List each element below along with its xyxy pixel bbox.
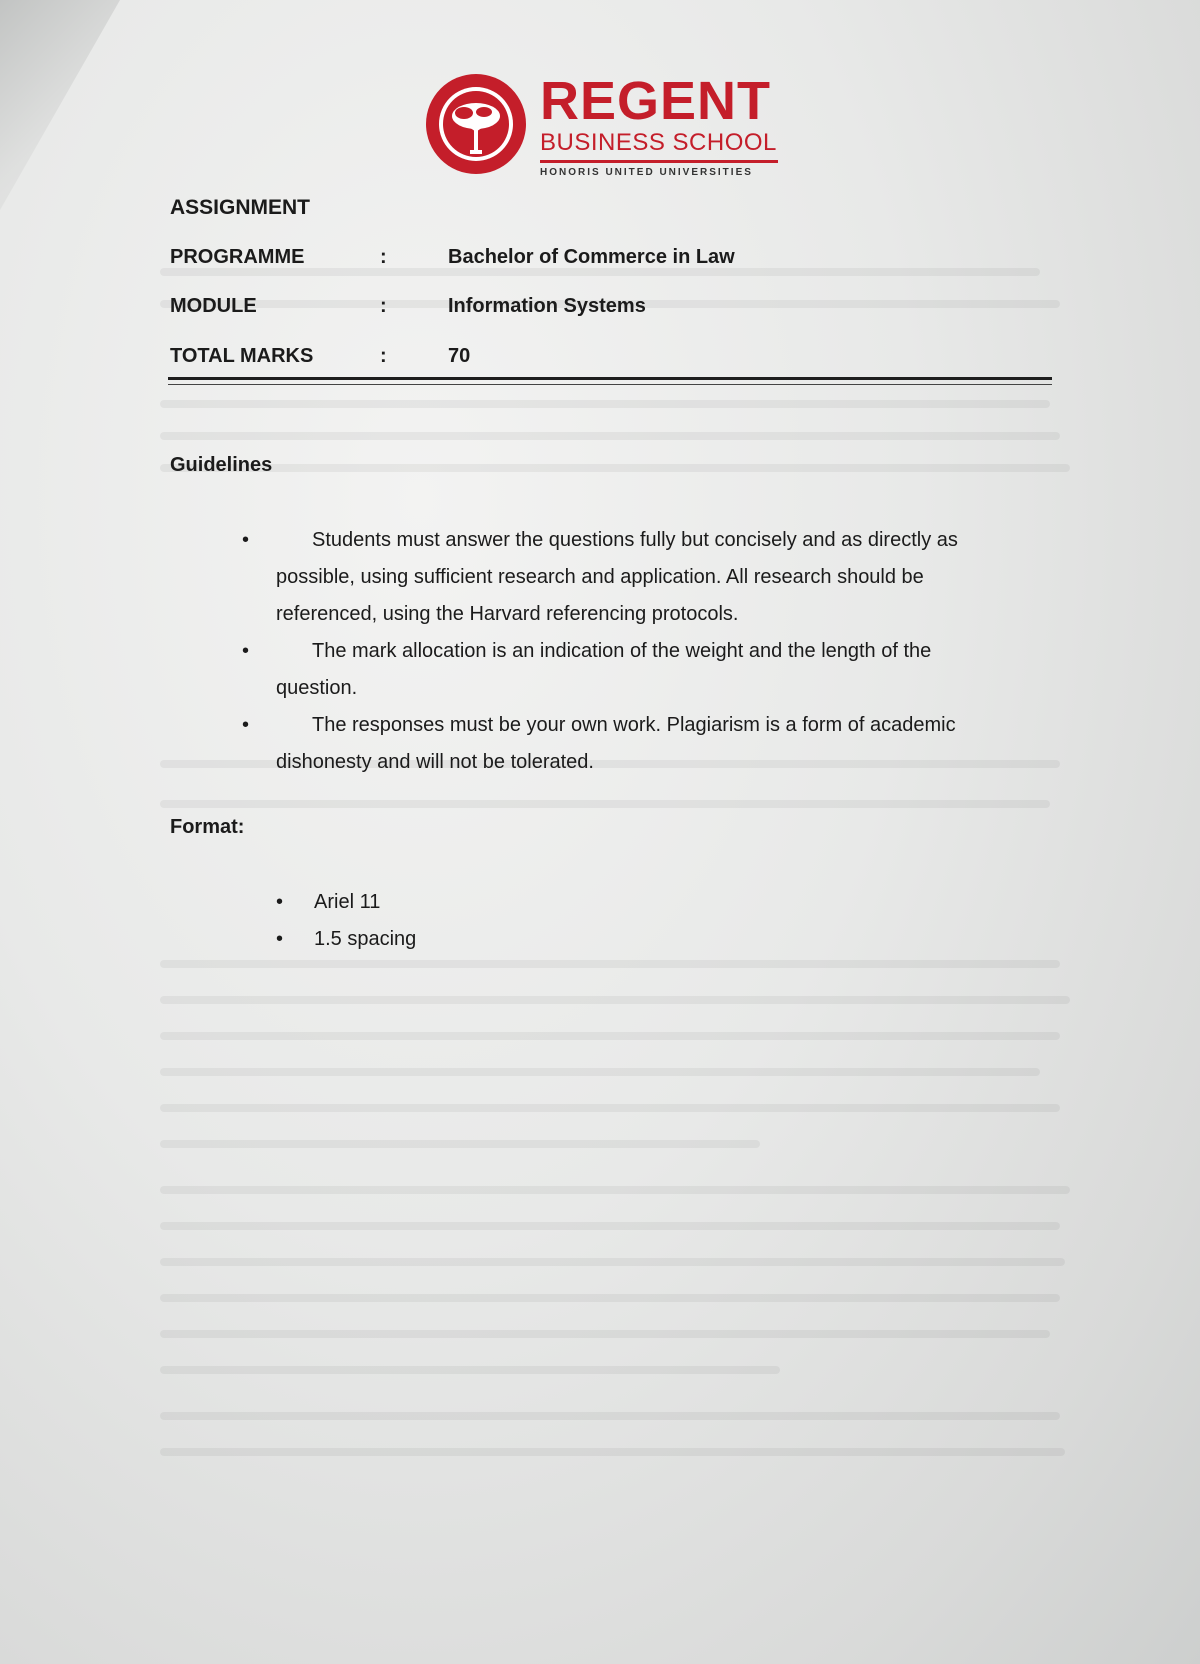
bleed-through-line xyxy=(160,464,1070,472)
info-value: 70 xyxy=(448,345,471,367)
guidelines-heading: Guidelines xyxy=(170,454,273,476)
brand-subtitle: BUSINESS SCHOOL xyxy=(540,129,777,156)
section-divider-thin xyxy=(168,384,1052,385)
bleed-through-line xyxy=(160,400,1050,408)
info-separator: : xyxy=(380,345,387,367)
info-separator: : xyxy=(380,246,387,268)
info-row-programme xyxy=(170,246,1050,276)
brand-tagline: HONORIS UNITED UNIVERSITIES xyxy=(540,167,753,178)
section-divider xyxy=(168,377,1052,380)
format-heading: Format: xyxy=(170,816,245,838)
info-row-total-marks xyxy=(170,345,1050,375)
page-fold-shadow xyxy=(0,0,120,210)
bleed-through-line xyxy=(160,1032,1060,1040)
assignment-title: ASSIGNMENT xyxy=(170,196,311,219)
bleed-through-line xyxy=(160,432,1060,440)
school-logo xyxy=(424,72,784,182)
bleed-through-line xyxy=(160,1068,1040,1076)
list-item: • 1.5 spacing xyxy=(276,928,417,950)
bleed-through-line xyxy=(160,1330,1050,1338)
bleed-through-line xyxy=(160,1222,1060,1230)
list-item: • Ariel 11 xyxy=(276,891,381,913)
bleed-through-line xyxy=(160,1448,1065,1456)
bleed-through-line xyxy=(160,1366,780,1374)
info-label: TOTAL MARKS xyxy=(170,345,314,367)
bleed-through-line xyxy=(160,996,1070,1004)
bleed-through-line xyxy=(160,800,1050,808)
tree-seal-icon xyxy=(424,72,528,176)
bleed-through-line xyxy=(160,960,1060,968)
bleed-through-line xyxy=(160,1140,760,1148)
list-item: • The mark allocation is an indication of the weight and the length of the question. xyxy=(242,640,932,699)
list-item: • The responses must be your own work. Plagiarism is a form of academic dishonesty and will not be tolerated. xyxy=(242,714,956,773)
info-label: PROGRAMME xyxy=(170,246,305,268)
list-item: • Students must answer the questions fully but concisely and as directly as possible, using sufficient research and application. All research should be referenced, using the Harvard referencing protocols. xyxy=(242,529,958,625)
info-value: Bachelor of Commerce in Law xyxy=(448,246,735,268)
bleed-through-line xyxy=(160,1258,1065,1266)
info-row-module xyxy=(170,295,1050,325)
info-separator: : xyxy=(380,295,387,317)
brand-divider xyxy=(540,160,778,163)
bleed-through-line xyxy=(160,1294,1060,1302)
guidelines-list xyxy=(242,522,1006,781)
brand-name: REGENT xyxy=(540,71,772,131)
info-label: MODULE xyxy=(170,295,257,317)
info-value: Information Systems xyxy=(448,295,646,317)
bleed-through-line xyxy=(160,1104,1060,1112)
format-list xyxy=(276,884,416,958)
bleed-through-line xyxy=(160,1412,1060,1420)
bleed-through-line xyxy=(160,1186,1070,1194)
